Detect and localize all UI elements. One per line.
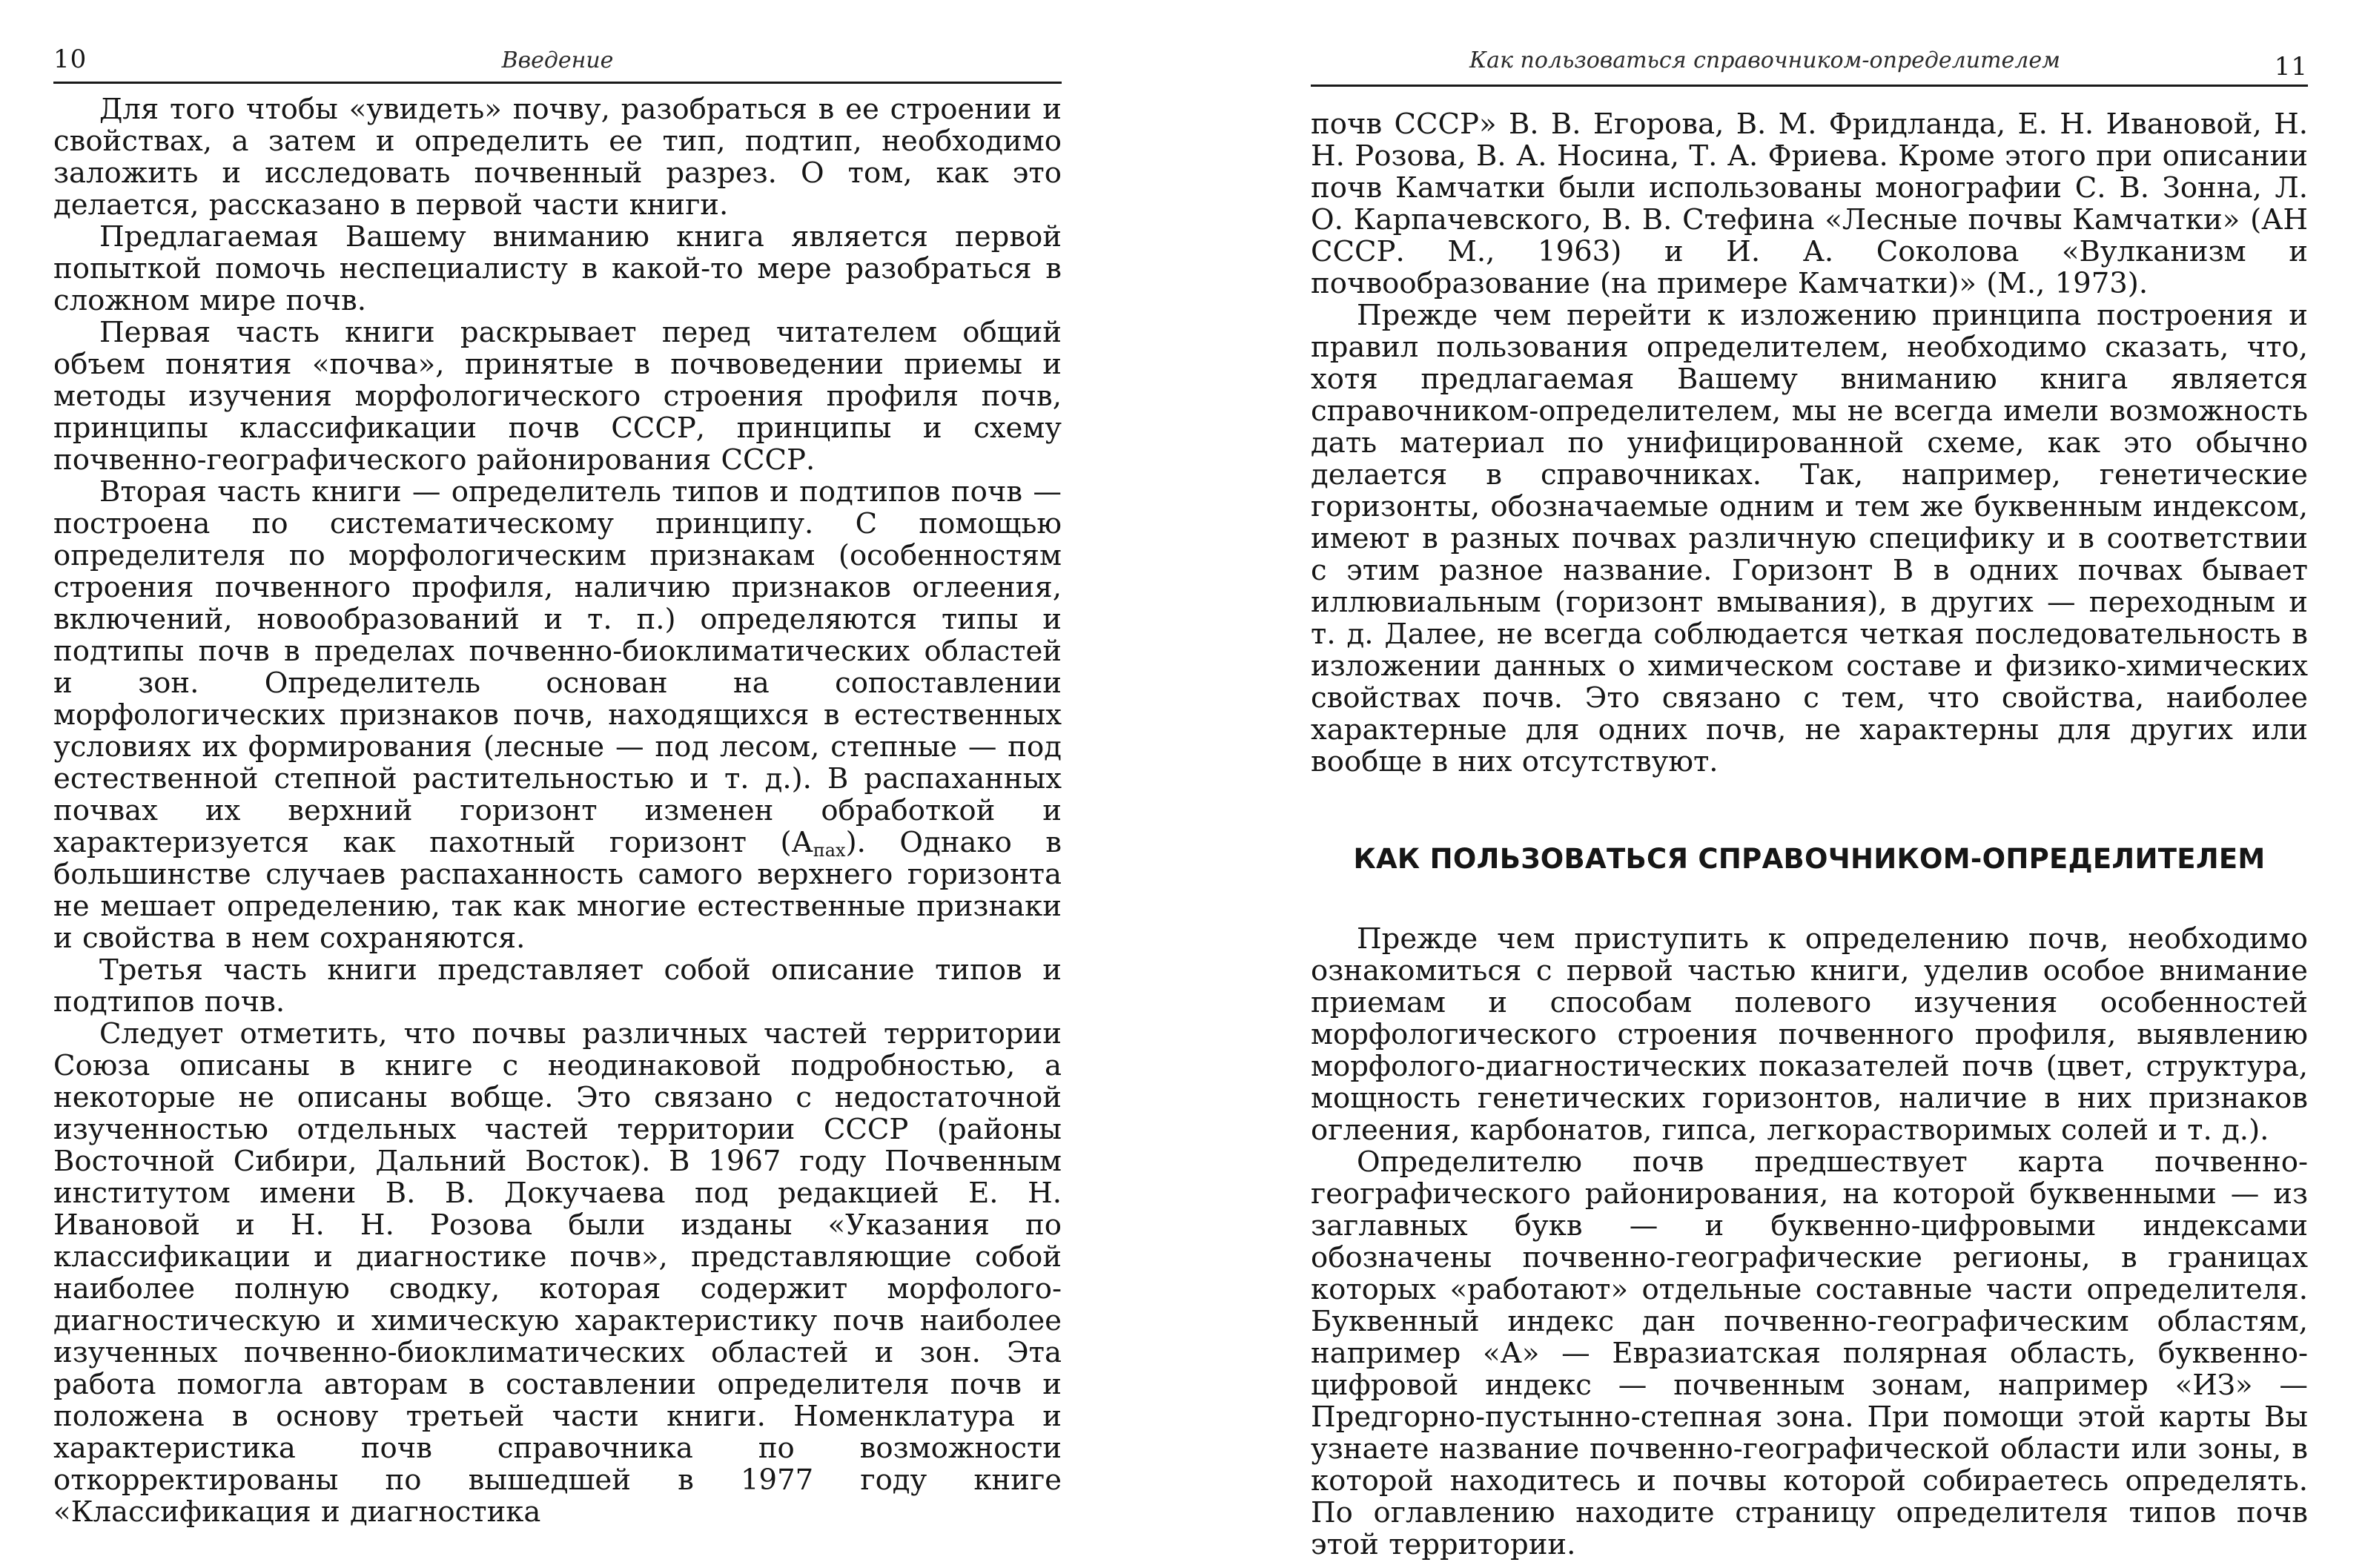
header-rule — [53, 82, 1062, 84]
running-head — [1311, 43, 2308, 80]
paragraph: Первая часть книги раскрывает перед читателем общий объем понятия «почва», принятые в почвоведении приемы и методы изучения морфологического строения профиля почв, принципы классификации почв СССР, принципы и схему почвенно-географического районирования СССР. — [53, 316, 1062, 477]
paragraph: Следует отметить, что почвы различных частей территории Союза описаны в книге с неодинаковой подробностью, а некоторые не описаны вобще. Это связано с недостаточной изученностью отдельных частей территории СССР (районы Восточной Сибири, Дальний Восток). В 1967 году Почвенным институтом имени В. В. Докучаева под редакцией Е. Н. Ивановой и Н. Н. Розова были изданы «Указания по классификации и диагностике почв», представляющие собой наиболее полную сводку, которая содержит морфолого-диагностическую и химическую характеристику почв наиболее изученных почвенно-биоклиматических областей и зон. Эта работа помогла авторам в составлении определителя почв и положена в основу третьей части книги. Номенклатура и характеристика почв справочника по возможности откорректированы по вышедшей в 1977 году книге «Классификация и диагностика — [53, 1017, 1062, 1529]
paragraph: Определителю почв предшествует карта почвенно-географического районирования, на которой буквенными — из заглавных букв — и буквенно-цифровыми индексами обозначены почвенно-географические регионы, в границах которых «работают» отдельные составные части определителя. Буквенный индекс дан почвенно-географическим областям, например «А» — Евразиатская полярная область, буквенно-цифровой индекс — почвенным зонам, например «ИЗ» — Предгорно-пустынно-степная зона. При помощи этой карты Вы узнаете название почвенно-географической области или зоны, в которой находитесь и почвы которой собираетесь определять. По оглавлению находите страницу определителя типов почв этой территории. — [1311, 1145, 2308, 1561]
paragraph: почв СССР» В. В. Егорова, В. М. Фридланда, Е. Н. Ивановой, Н. Н. Розова, В. А. Носина, Т. А. Фриева. Кроме этого при описании почв Камчатки были использованы монографии С. В. Зонна, Л. О. Карпачевского, В. В. Стефина «Лесные почвы Камчатки» (АН СССР. М., 1963) и И. А. Соколова «Вулканизм и почвообразование (на примере Камчатки)» (М., 1973). — [1311, 107, 2308, 300]
paragraph: Третья часть книги представляет собой описание типов и подтипов почв. — [53, 953, 1062, 1019]
text-body — [53, 93, 1062, 1528]
paragraph: Прежде чем приступить к определению почв, необходимо ознакомиться с первой частью книги, уделив особое внимание приемам и способам полевого изучения особенностей морфологического строения почвенного профиля, выявлению морфолого-диагностических показателей почв (цвет, структура, мощность генетических горизонтов, наличие в них признаков оглеения, карбонатов, гипса, легкорастворимых солей и т. д.). — [1311, 922, 2308, 1147]
section-heading: КАК ПОЛЬЗОВАТЬСЯ СПРАВОЧНИКОМ-ОПРЕДЕЛИТЕЛЕМ — [1353, 843, 2266, 875]
running-head-title: Введение — [501, 47, 614, 73]
paragraph-text: ). Однако в большинстве случаев распаханность самого верхнего горизонта не мешает определению, так как многие естественные признаки и свойства в нем сохраняются. — [53, 826, 1062, 955]
running-head — [53, 43, 1062, 80]
paragraph — [53, 476, 1062, 954]
page-number: 11 — [2274, 52, 2308, 82]
paragraph: Для того чтобы «увидеть» почву, разобраться в ее строении и свойствах, а затем и определить ее тип, подтип, необходимо заложить и исследовать почвенный разрез. О том, как это делается, рассказано в первой части книги. — [53, 93, 1062, 222]
right-page — [1311, 0, 2308, 1568]
paragraph: Прежде чем перейти к изложению принципа построения и правил пользования определителем, необходимо сказать, что, хотя предлагаемая Вашему вниманию книга является справочником-определителем, мы не всегда имели возможность дать материал по унифицированной схеме, как это обычно делается в справочниках. Так, например, генетические горизонты, обозначаемые одним и тем же буквенным индексом, имеют в разных почвах различную специфику и в соответствии с этим разное название. Горизонт В в одних почвах бывает иллювиальным (горизонт вмывания), в других — переходным и т. д. Далее, не всегда соблюдается четкая последовательность в изложении данных о химическом составе и физико-химических свойствах почв. Это связано с тем, что свойства, наиболее характерные для одних почв, не характерны для других или вообще в них отсутствуют. — [1311, 299, 2308, 778]
subscript: пах — [813, 840, 846, 861]
text-body — [1311, 108, 2308, 1561]
left-page — [53, 0, 1062, 1568]
header-rule — [1311, 85, 2308, 87]
paragraph: Предлагаемая Вашему вниманию книга является первой попыткой помочь неспециалисту в какой-то мере разобраться в сложном мире почв. — [53, 220, 1062, 317]
page-number: 10 — [53, 44, 87, 74]
running-head-title: Как пользоваться справочником-определителем — [1469, 47, 2061, 73]
paragraph-text: Вторая часть книги — определитель типов и подтипов почв — построена по систематическому принципу. С помощью определителя по морфологическим признакам (особенностям строения почвенного профиля, наличию признаков оглеения, включений, новообразований и т. п.) определяются типы и подтипы почв в пределах почвенно-биоклиматических областей и зон. Определитель основан на сопоставлении морфологических признаков почв, находящихся в естественных условиях их формирования (лесные — под лесом, степные — под естественной степной растительностью и т. д.). В распаханных почвах их верхний горизонт изменен обработкой и характеризуется как пахотный горизонт (А — [53, 475, 1062, 859]
